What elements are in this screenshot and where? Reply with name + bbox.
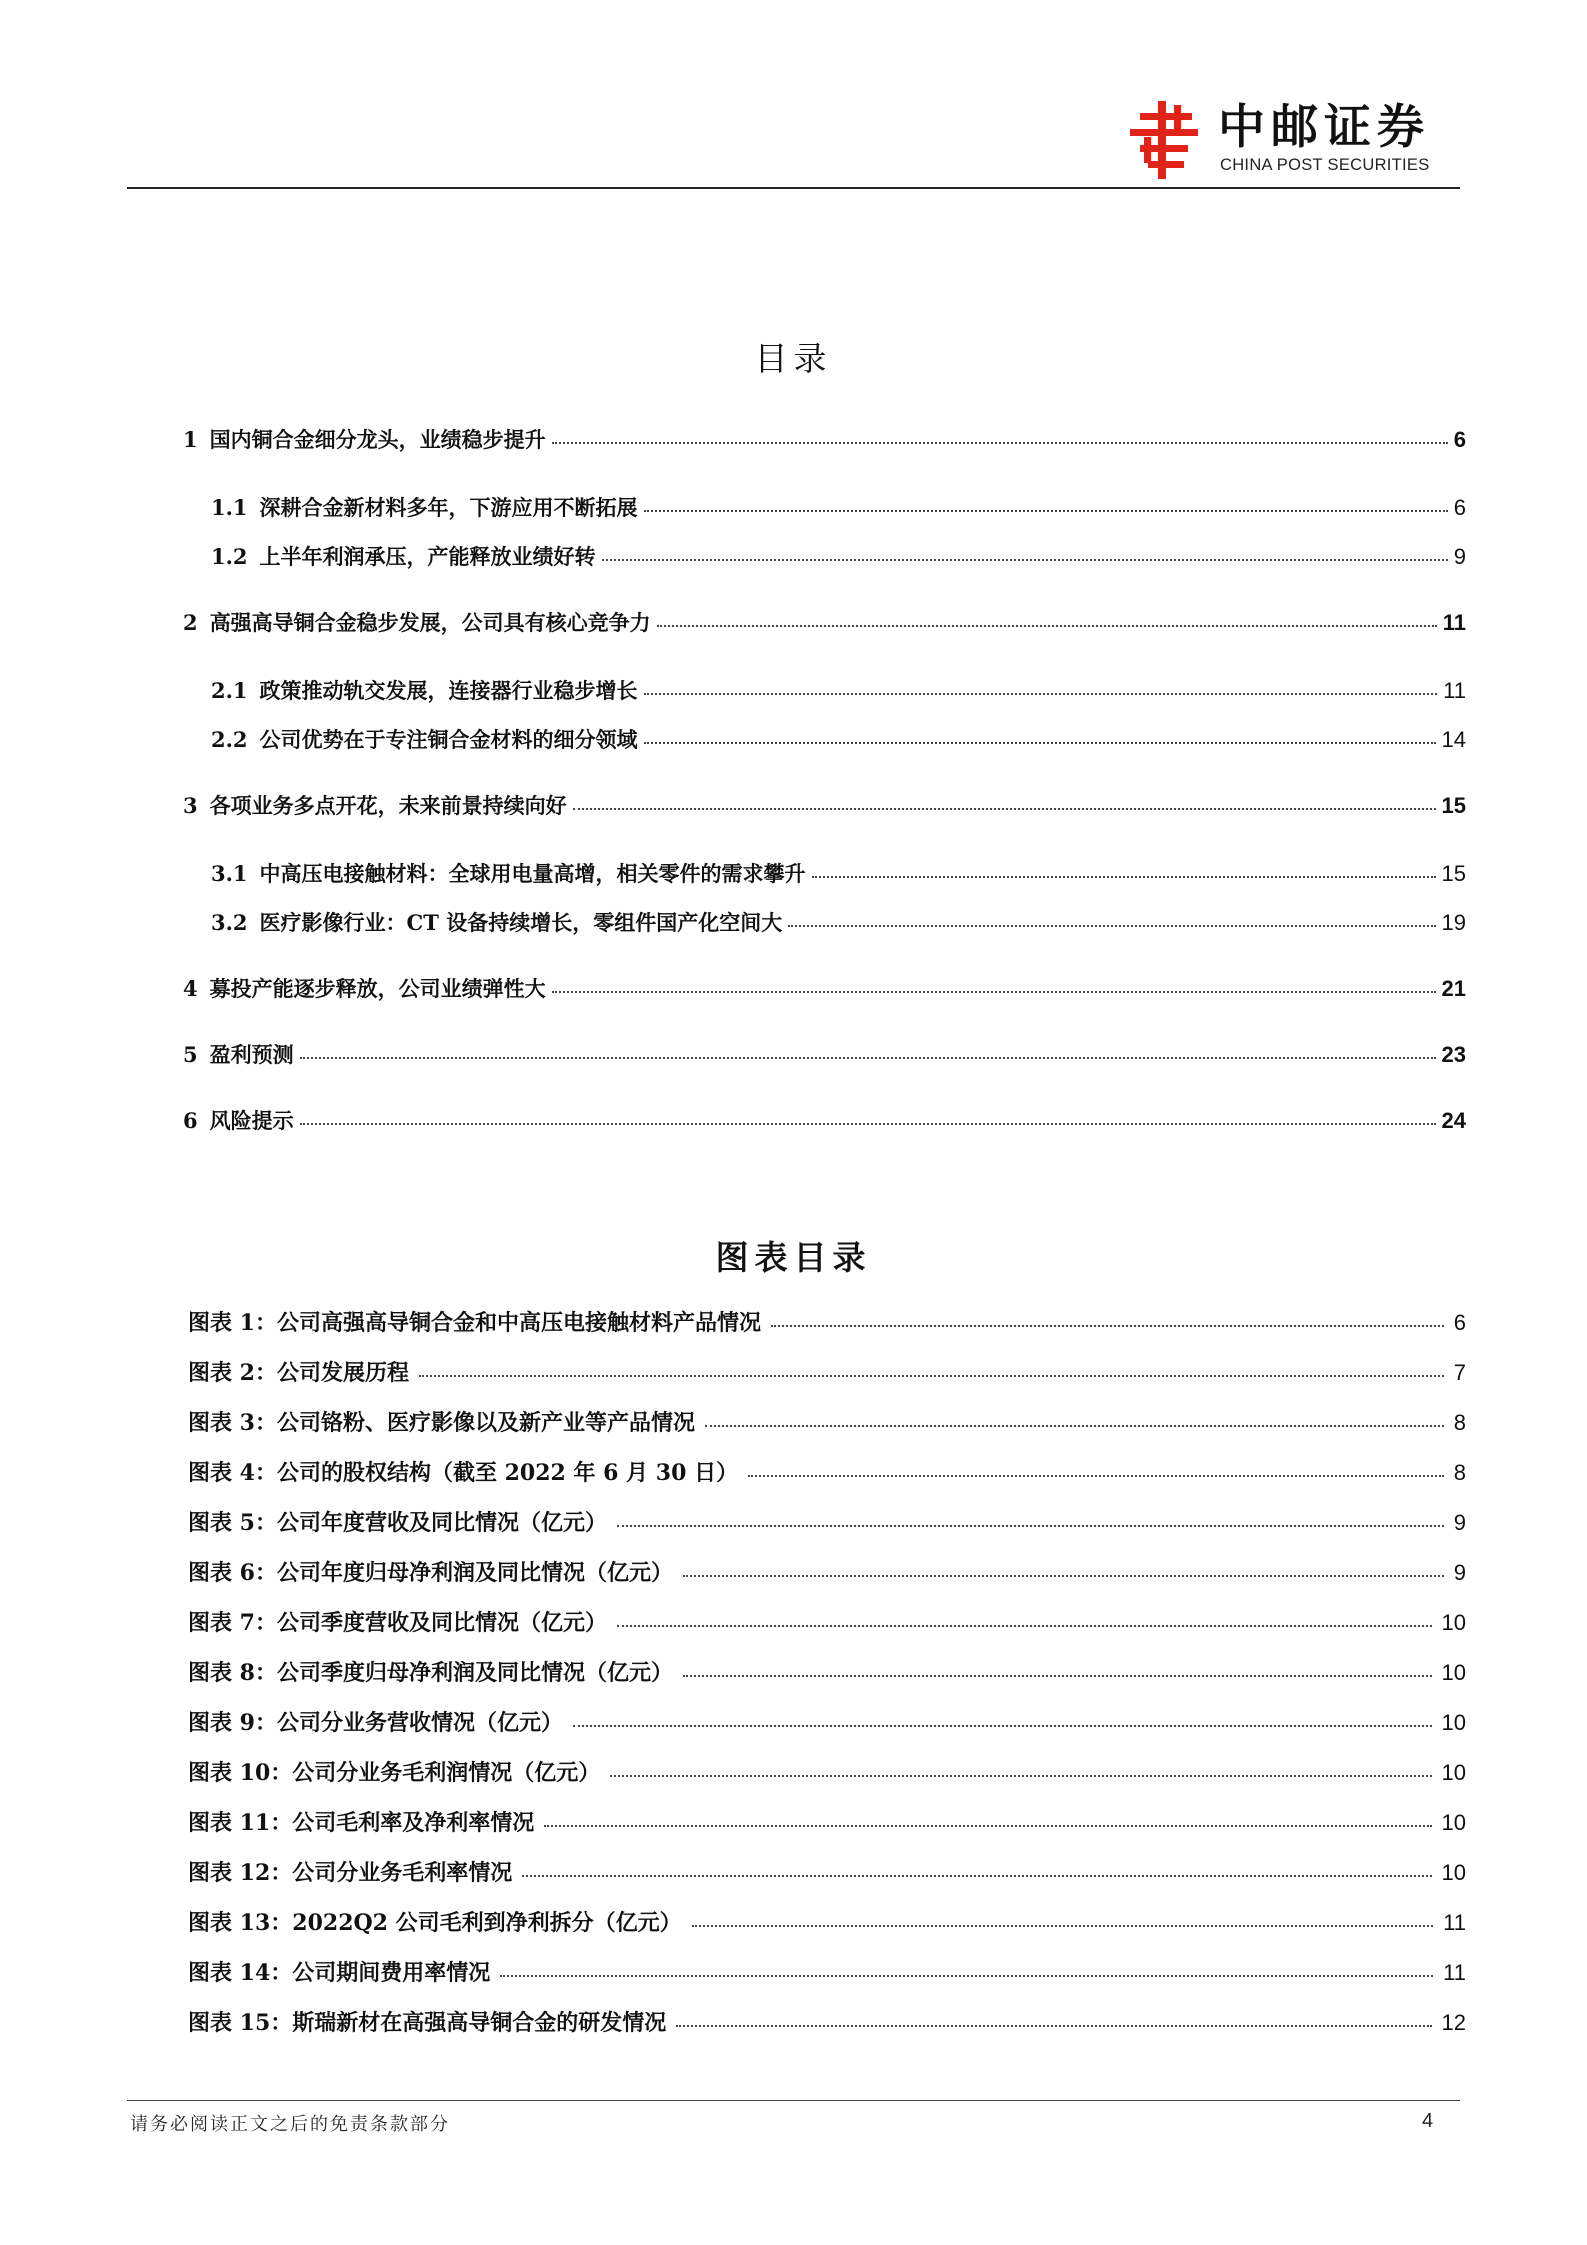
toc-item-number: 1.1 <box>211 495 248 520</box>
figure-item-label: 图表 12：公司分业务毛利率情况 <box>188 1860 513 1886</box>
figure-list-title: 图表目录 <box>715 1238 872 1277</box>
leader-dots <box>644 510 1448 512</box>
toc-item-label: 盈利预测 <box>209 1042 294 1067</box>
figure-item-label: 图表 1：公司高强高导铜合金和中高压电接触材料产品情况 <box>188 1310 761 1336</box>
figure-item[interactable] <box>188 1456 1466 1487</box>
leader-dots <box>644 742 1436 744</box>
figure-item-label: 图表 11：公司毛利率及净利率情况 <box>188 1810 535 1836</box>
figure-item-label: 图表 8：公司季度归母净利润及同比情况（亿元） <box>188 1660 673 1686</box>
figure-item[interactable] <box>188 1856 1466 1887</box>
leader-dots <box>812 876 1436 878</box>
toc-item[interactable] <box>211 541 1466 571</box>
leader-dots <box>610 1775 1431 1777</box>
page-number: 4 <box>1422 2110 1434 2132</box>
toc-item[interactable] <box>211 907 1466 937</box>
toc-item-label: 各项业务多点开花，未来前景持续向好 <box>209 793 567 818</box>
leader-dots <box>644 693 1438 695</box>
toc-item[interactable] <box>183 973 1466 1003</box>
figure-item-label: 图表 10：公司分业务毛利润情况（亿元） <box>188 1760 601 1786</box>
figure-item-page: 10 <box>1441 1760 1466 1785</box>
figure-item[interactable] <box>188 1506 1466 1537</box>
toc-item-page: 15 <box>1441 793 1466 818</box>
toc-item[interactable] <box>211 675 1466 705</box>
figure-item[interactable] <box>188 1656 1466 1687</box>
leader-dots <box>771 1325 1444 1327</box>
leader-dots <box>683 1675 1432 1677</box>
toc-item-number: 1.2 <box>211 544 248 569</box>
leader-dots <box>617 1525 1444 1527</box>
figure-item[interactable] <box>188 1356 1466 1387</box>
leader-dots <box>552 442 1448 444</box>
leader-dots <box>676 2025 1431 2027</box>
company-name-en: CHINA POST SECURITIES <box>1220 156 1430 174</box>
toc-item-label: 风险提示 <box>209 1108 294 1133</box>
disclaimer-note: 请务必阅读正文之后的免责条款部分 <box>130 2114 450 2135</box>
figure-item-page: 12 <box>1441 2010 1466 2035</box>
leader-dots <box>602 559 1448 561</box>
toc-item-number: 1 <box>183 427 198 452</box>
figure-item[interactable] <box>188 1706 1466 1737</box>
toc-item-number: 4 <box>183 976 198 1001</box>
leader-dots <box>552 991 1436 993</box>
toc-item-number: 2.2 <box>211 727 248 752</box>
leader-dots <box>544 1825 1431 1827</box>
figure-item-page: 8 <box>1453 1460 1466 1485</box>
toc-item-number: 3.2 <box>211 910 248 935</box>
toc-item-page: 23 <box>1441 1042 1466 1067</box>
figure-item-page: 11 <box>1443 1910 1466 1935</box>
toc-item[interactable] <box>211 492 1466 522</box>
header-divider <box>127 187 1460 189</box>
figure-item[interactable] <box>188 1906 1466 1937</box>
leader-dots <box>300 1123 1436 1125</box>
toc-item-number: 3 <box>183 793 198 818</box>
figure-item[interactable] <box>188 1806 1466 1837</box>
toc-item-page: 19 <box>1441 910 1466 935</box>
toc-item-label: 国内铜合金细分龙头，业绩稳步提升 <box>209 427 546 452</box>
toc-item-page: 11 <box>1442 610 1466 635</box>
leader-dots <box>683 1575 1444 1577</box>
figure-item-label: 图表 6：公司年度归母净利润及同比情况（亿元） <box>188 1560 673 1586</box>
leader-dots <box>617 1625 1432 1627</box>
leader-dots <box>573 808 1436 810</box>
figure-item[interactable] <box>188 1606 1466 1637</box>
toc-item-page: 24 <box>1441 1108 1466 1133</box>
china-post-logo-icon <box>1130 101 1198 179</box>
toc-item-page: 6 <box>1453 495 1466 520</box>
toc-item-number: 6 <box>183 1108 198 1133</box>
toc-item-number: 3.1 <box>211 861 248 886</box>
toc-item[interactable] <box>211 724 1466 754</box>
toc-item-label: 深耕合金新材料多年，下游应用不断拓展 <box>259 495 638 520</box>
leader-dots <box>657 625 1437 627</box>
figure-item-page: 7 <box>1453 1360 1466 1385</box>
figure-item[interactable] <box>188 2006 1466 2037</box>
toc-item-label: 上半年利润承压，产能释放业绩好转 <box>259 544 596 569</box>
figure-item-page: 8 <box>1453 1410 1466 1435</box>
leader-dots <box>705 1425 1444 1427</box>
toc-item[interactable] <box>183 607 1466 637</box>
leader-dots <box>419 1375 1444 1377</box>
figure-item-label: 图表 13：2022Q2 公司毛利到净利拆分（亿元） <box>188 1910 682 1936</box>
figure-item-label: 图表 4：公司的股权结构（截至 2022 年 6 月 30 日） <box>188 1460 739 1486</box>
company-name-cn: 中邮证券 <box>1218 100 1430 155</box>
leader-dots <box>788 925 1435 927</box>
toc-item-label: 募投产能逐步释放，公司业绩弹性大 <box>209 976 546 1001</box>
toc-item-page: 21 <box>1441 976 1466 1001</box>
figure-item-label: 图表 9：公司分业务营收情况（亿元） <box>188 1710 563 1736</box>
toc-item-label: 高强高导铜合金稳步发展，公司具有核心竞争力 <box>209 610 651 635</box>
toc-item-label: 公司优势在于专注铜合金材料的细分领域 <box>259 727 638 752</box>
footer-divider <box>127 2100 1460 2101</box>
toc-item-label: 中高压电接触材料：全球用电量高增，相关零件的需求攀升 <box>259 861 806 886</box>
toc-item[interactable] <box>183 424 1466 454</box>
toc-item-page: 14 <box>1441 727 1466 752</box>
toc-item[interactable] <box>183 1039 1466 1069</box>
figure-item-page: 10 <box>1441 1860 1466 1885</box>
toc-item-page: 6 <box>1453 427 1466 452</box>
figure-item[interactable] <box>188 1406 1466 1437</box>
figure-item[interactable] <box>188 1556 1466 1587</box>
leader-dots <box>692 1925 1434 1927</box>
figure-item-page: 9 <box>1453 1560 1466 1585</box>
figure-item-label: 图表 15：斯瑞新材在高强高导铜合金的研发情况 <box>188 2010 667 2036</box>
toc-item-page: 11 <box>1443 678 1466 703</box>
toc-item[interactable] <box>211 858 1466 888</box>
leader-dots <box>573 1725 1432 1727</box>
toc-item[interactable] <box>183 1105 1466 1135</box>
figure-item-page: 11 <box>1443 1960 1466 1985</box>
toc-item-number: 2 <box>183 610 198 635</box>
leader-dots <box>748 1475 1444 1477</box>
figure-item-page: 10 <box>1441 1610 1466 1635</box>
leader-dots <box>522 1875 1431 1877</box>
figure-item-page: 10 <box>1441 1660 1466 1685</box>
toc-item-number: 5 <box>183 1042 198 1067</box>
figure-item-label: 图表 7：公司季度营收及同比情况（亿元） <box>188 1610 607 1636</box>
figure-item[interactable] <box>188 1756 1466 1787</box>
figure-item-label: 图表 14：公司期间费用率情况 <box>188 1960 491 1986</box>
toc-item-label: 医疗影像行业：CT 设备持续增长，零组件国产化空间大 <box>259 910 783 935</box>
figure-item[interactable] <box>188 1306 1466 1337</box>
figure-item-page: 10 <box>1441 1810 1466 1835</box>
toc-item-page: 15 <box>1441 861 1466 886</box>
toc-item[interactable] <box>183 790 1466 820</box>
figure-item-page: 6 <box>1453 1310 1466 1335</box>
toc-item-label: 政策推动轨交发展，连接器行业稳步增长 <box>259 678 638 703</box>
figure-item-label: 图表 3：公司铬粉、医疗影像以及新产业等产品情况 <box>188 1410 695 1436</box>
toc-title: 目录 <box>754 339 833 378</box>
toc-item-number: 2.1 <box>211 678 248 703</box>
figure-item[interactable] <box>188 1956 1466 1987</box>
figure-item-page: 10 <box>1441 1710 1466 1735</box>
toc-item-page: 9 <box>1453 544 1466 569</box>
figure-item-label: 图表 2：公司发展历程 <box>188 1360 409 1386</box>
figure-item-page: 9 <box>1453 1510 1466 1535</box>
leader-dots <box>300 1057 1436 1059</box>
leader-dots <box>500 1975 1433 1977</box>
figure-item-label: 图表 5：公司年度营收及同比情况（亿元） <box>188 1510 607 1536</box>
